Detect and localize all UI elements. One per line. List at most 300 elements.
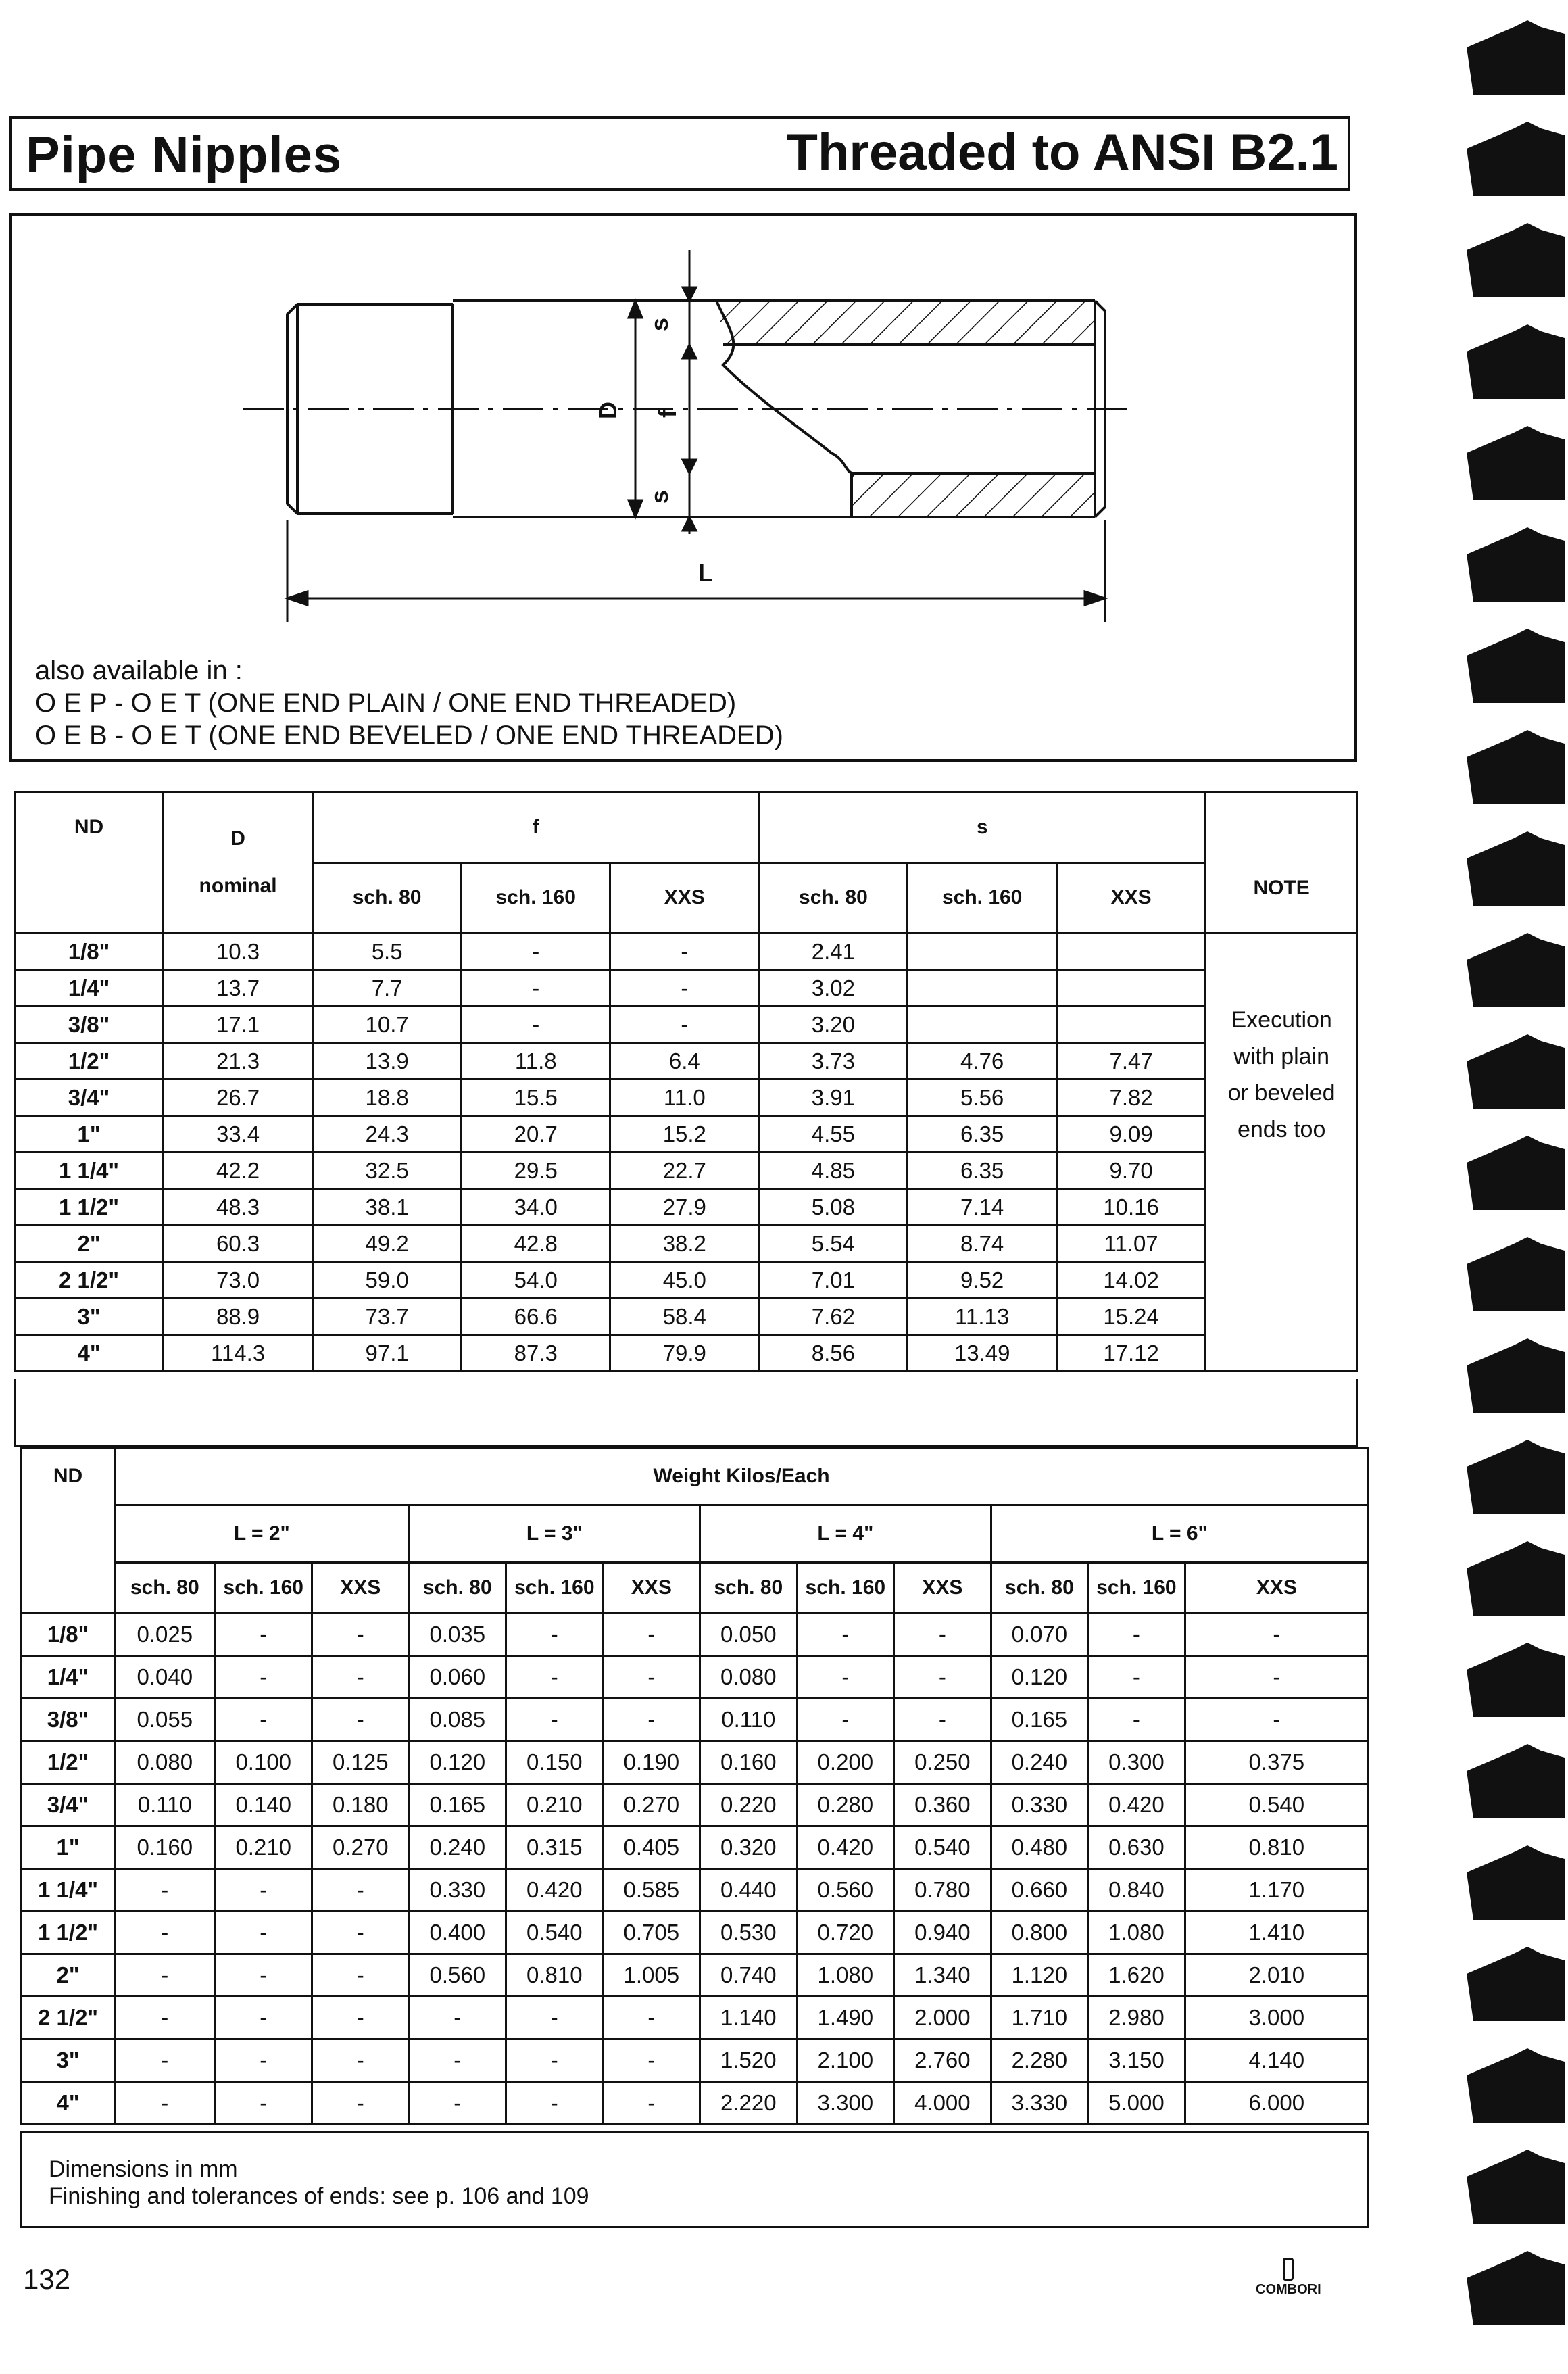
dimensions-cell: 8.74 (908, 1226, 1056, 1262)
label-f: f (654, 410, 681, 418)
binding-hole (1467, 527, 1565, 602)
dimensions-cell: 21.3 (164, 1043, 313, 1080)
weight-cell: - (312, 1869, 410, 1912)
weight-header-l3: L = 3" (409, 1505, 700, 1563)
weight-subheader-sch160: sch. 160 (506, 1563, 604, 1614)
dimensions-cell: 17.1 (164, 1007, 313, 1043)
dimensions-row (15, 970, 1358, 1007)
binding-hole (1467, 831, 1565, 906)
weight-row (22, 1656, 1369, 1699)
weight-row (22, 1954, 1369, 1997)
weight-cell: 0.540 (506, 1912, 604, 1954)
label-s-bottom: s (645, 489, 673, 504)
header-s-sch80: sch. 80 (759, 863, 908, 934)
weight-cell: - (506, 1614, 604, 1656)
weight-header-l4: L = 4" (700, 1505, 991, 1563)
brand-name: COMBORI (1256, 2282, 1321, 2297)
weight-cell: - (215, 1912, 312, 1954)
weight-cell: 0.440 (700, 1869, 798, 1912)
dimensions-cell: 2.41 (759, 934, 908, 970)
weight-cell: 0.120 (409, 1741, 506, 1784)
dimensions-cell: 8.56 (759, 1335, 908, 1372)
weight-cell: - (115, 1954, 215, 1997)
binding-hole (1467, 20, 1565, 95)
binding-hole (1467, 1237, 1565, 1311)
weight-cell: - (797, 1656, 894, 1699)
footnote-finishing: Finishing and tolerances of ends: see p. 106 and 109 (49, 2183, 589, 2209)
header-note: NOTE (1206, 792, 1358, 934)
weight-cell: 0.060 (409, 1656, 506, 1699)
dimensions-cell: 88.9 (164, 1299, 313, 1335)
dimensions-cell: 29.5 (462, 1153, 610, 1189)
dimensions-cell (908, 1007, 1056, 1043)
weight-cell: 0.240 (409, 1826, 506, 1869)
dimensions-cell: 11.8 (462, 1043, 610, 1080)
dimensions-cell: 20.7 (462, 1116, 610, 1153)
binding-hole (1467, 324, 1565, 399)
dimensions-cell-nd: 2" (15, 1226, 164, 1262)
weight-table (20, 1447, 1369, 2125)
weight-cell: 0.560 (797, 1869, 894, 1912)
weight-cell: 0.840 (1088, 1869, 1185, 1912)
weight-cell: 0.705 (603, 1912, 700, 1954)
page-title: Pipe Nipples (26, 126, 343, 184)
dimensions-row (15, 1007, 1358, 1043)
header-f-sch80: sch. 80 (313, 863, 462, 934)
dimensions-cell: 87.3 (462, 1335, 610, 1372)
weight-cell: 1.710 (991, 1997, 1088, 2039)
weight-row (22, 1912, 1369, 1954)
weight-cell: - (115, 1869, 215, 1912)
weight-cell: 5.000 (1088, 2082, 1185, 2125)
weight-cell: 0.360 (894, 1784, 991, 1826)
weight-cell: 0.055 (115, 1699, 215, 1741)
weight-cell-nd: 4" (22, 2082, 115, 2125)
dimensions-row (15, 1262, 1358, 1299)
weight-cell: 0.250 (894, 1741, 991, 1784)
weight-cell: - (506, 1656, 604, 1699)
weight-cell: 0.315 (506, 1826, 604, 1869)
weight-cell: - (506, 2082, 604, 2125)
footnote-units: Dimensions in mm (49, 2156, 238, 2182)
weight-cell: 0.110 (700, 1699, 798, 1741)
dimensions-cell: 4.76 (908, 1043, 1056, 1080)
binding-hole (1467, 1643, 1565, 1717)
weight-cell-nd: 1 1/2" (22, 1912, 115, 1954)
page-number: 132 (23, 2263, 71, 2295)
weight-cell: 0.720 (797, 1912, 894, 1954)
weight-cell: 6.000 (1185, 2082, 1368, 2125)
dimensions-cell: - (462, 934, 610, 970)
dimensions-cell: 3.73 (759, 1043, 908, 1080)
note-line: with plain (1233, 1044, 1330, 1069)
binding-hole (1467, 1744, 1565, 1818)
weight-cell: 1.120 (991, 1954, 1088, 1997)
weight-subheader-sch80: sch. 80 (991, 1563, 1088, 1614)
weight-cell: 0.035 (409, 1614, 506, 1656)
weight-cell: 0.180 (312, 1784, 410, 1826)
label-L: L (698, 559, 713, 587)
weight-row (22, 1826, 1369, 1869)
dimensions-cell: 79.9 (610, 1335, 759, 1372)
weight-cell: 0.210 (215, 1826, 312, 1869)
dimensions-cell: 15.2 (610, 1116, 759, 1153)
dimensions-cell: 34.0 (462, 1189, 610, 1226)
weight-cell: - (312, 2082, 410, 2125)
brand-mark-icon (1283, 2258, 1294, 2281)
weight-cell: - (312, 1997, 410, 2039)
weight-cell: 0.270 (603, 1784, 700, 1826)
weight-cell: 0.405 (603, 1826, 700, 1869)
dimensions-cell: 42.2 (164, 1153, 313, 1189)
weight-cell: 0.200 (797, 1741, 894, 1784)
weight-cell: 1.410 (1185, 1912, 1368, 1954)
weight-cell: 1.080 (797, 1954, 894, 1997)
dimensions-cell-nd: 3" (15, 1299, 164, 1335)
weight-cell-nd: 1/4" (22, 1656, 115, 1699)
note-cell (1206, 934, 1358, 1372)
weight-cell: 0.160 (700, 1741, 798, 1784)
weight-cell: 0.150 (506, 1741, 604, 1784)
dimensions-cell: - (610, 934, 759, 970)
dimensions-cell: 97.1 (313, 1335, 462, 1372)
dimensions-row (15, 1153, 1358, 1189)
binding-hole (1467, 1440, 1565, 1514)
weight-cell: 1.490 (797, 1997, 894, 2039)
weight-cell: 0.100 (215, 1741, 312, 1784)
weight-cell: 0.420 (797, 1826, 894, 1869)
weight-cell: - (215, 1869, 312, 1912)
weight-cell: 1.140 (700, 1997, 798, 2039)
weight-cell: 1.080 (1088, 1912, 1185, 1954)
dimensions-cell: 5.56 (908, 1080, 1056, 1116)
weight-cell: - (1185, 1699, 1368, 1741)
dimensions-cell: 10.7 (313, 1007, 462, 1043)
weight-cell: - (115, 1912, 215, 1954)
weight-row (22, 1869, 1369, 1912)
dimensions-cell: 11.0 (610, 1080, 759, 1116)
weight-cell: 0.270 (312, 1826, 410, 1869)
weight-cell: - (312, 1912, 410, 1954)
weight-header-l2: L = 2" (115, 1505, 409, 1563)
binding-hole (1467, 1034, 1565, 1109)
dimensions-cell: 114.3 (164, 1335, 313, 1372)
dimensions-cell-nd: 1/2" (15, 1043, 164, 1080)
weight-cell: 0.420 (506, 1869, 604, 1912)
weight-cell: - (603, 2039, 700, 2082)
weight-cell: 0.160 (115, 1826, 215, 1869)
weight-cell: 2.280 (991, 2039, 1088, 2082)
header-d-label: D (230, 827, 245, 850)
binding-hole (1467, 1541, 1565, 1616)
weight-cell-nd: 2 1/2" (22, 1997, 115, 2039)
weight-cell: - (409, 1997, 506, 2039)
dimensions-cell: 9.09 (1056, 1116, 1205, 1153)
weight-cell: 1.170 (1185, 1869, 1368, 1912)
dimensions-row (15, 1299, 1358, 1335)
weight-cell: 1.520 (700, 2039, 798, 2082)
dimensions-cell: 3.20 (759, 1007, 908, 1043)
weight-cell: - (506, 2039, 604, 2082)
dimensions-cell: 6.35 (908, 1116, 1056, 1153)
weight-cell: 2.980 (1088, 1997, 1185, 2039)
dimensions-cell: 14.02 (1056, 1262, 1205, 1299)
weight-row (22, 2039, 1369, 2082)
dimensions-cell: - (462, 970, 610, 1007)
note-line: Execution (1231, 1007, 1332, 1033)
dimensions-cell: 13.49 (908, 1335, 1056, 1372)
dimensions-cell (908, 934, 1056, 970)
binding-hole (1467, 1338, 1565, 1413)
dimensions-cell (1056, 1007, 1205, 1043)
weight-cell: - (894, 1699, 991, 1741)
weight-cell: - (215, 1954, 312, 1997)
weight-cell-nd: 1/8" (22, 1614, 115, 1656)
weight-cell-nd: 1 1/4" (22, 1869, 115, 1912)
weight-cell: 0.940 (894, 1912, 991, 1954)
weight-cell: - (603, 2082, 700, 2125)
dimensions-cell: 4.85 (759, 1153, 908, 1189)
weight-cell: - (797, 1614, 894, 1656)
weight-subheader-sch160: sch. 160 (215, 1563, 312, 1614)
binding-hole (1467, 223, 1565, 297)
weight-cell: 0.120 (991, 1656, 1088, 1699)
dimensions-cell: 38.1 (313, 1189, 462, 1226)
dimensions-cell: 54.0 (462, 1262, 610, 1299)
binding-hole (1467, 122, 1565, 196)
binding-hole (1467, 426, 1565, 500)
dimensions-cell: 73.7 (313, 1299, 462, 1335)
dimensions-row (15, 1080, 1358, 1116)
pipe-nipple-drawing (203, 237, 1149, 642)
weight-cell: 0.810 (1185, 1826, 1368, 1869)
weight-cell: 1.005 (603, 1954, 700, 1997)
dimensions-cell: 5.08 (759, 1189, 908, 1226)
weight-cell: 0.300 (1088, 1741, 1185, 1784)
weight-cell: 0.085 (409, 1699, 506, 1741)
dimensions-cell: 7.82 (1056, 1080, 1205, 1116)
weight-cell: - (1088, 1699, 1185, 1741)
weight-row (22, 1997, 1369, 2039)
dimensions-cell-nd: 1" (15, 1116, 164, 1153)
dimensions-cell: 17.12 (1056, 1335, 1205, 1372)
binding-hole (1467, 1947, 1565, 2021)
dimensions-cell: 48.3 (164, 1189, 313, 1226)
header-f-sch160: sch. 160 (462, 863, 610, 934)
dimensions-cell: 32.5 (313, 1153, 462, 1189)
weight-cell: 0.025 (115, 1614, 215, 1656)
weight-cell: - (894, 1656, 991, 1699)
dimensions-cell: 3.02 (759, 970, 908, 1007)
dimensions-cell-nd: 3/8" (15, 1007, 164, 1043)
weight-cell: 4.140 (1185, 2039, 1368, 2082)
dimensions-row (15, 934, 1358, 970)
available-option-oeb: O E B - O E T (ONE END BEVELED / ONE END THREADED) (35, 721, 783, 750)
dimensions-row (15, 1226, 1358, 1262)
binding-hole (1467, 2150, 1565, 2224)
weight-cell: 0.280 (797, 1784, 894, 1826)
weight-cell-nd: 2" (22, 1954, 115, 1997)
available-intro: also available in : (35, 656, 243, 685)
dimensions-cell: 11.13 (908, 1299, 1056, 1335)
dimensions-cell: 11.07 (1056, 1226, 1205, 1262)
weight-cell: 2.010 (1185, 1954, 1368, 1997)
dimensions-cell: 9.52 (908, 1262, 1056, 1299)
binding-hole (1467, 933, 1565, 1007)
weight-cell: 0.375 (1185, 1741, 1368, 1784)
weight-cell: - (115, 2039, 215, 2082)
dimensions-cell: 58.4 (610, 1299, 759, 1335)
dimensions-cell: 24.3 (313, 1116, 462, 1153)
weight-cell: 3.330 (991, 2082, 1088, 2125)
weight-cell: 0.070 (991, 1614, 1088, 1656)
dimensions-cell (908, 970, 1056, 1007)
weight-cell: - (603, 1997, 700, 2039)
available-option-oep: O E P - O E T (ONE END PLAIN / ONE END THREADED) (35, 688, 737, 718)
weight-cell: 1.620 (1088, 1954, 1185, 1997)
weight-cell: - (215, 1656, 312, 1699)
weight-cell: 0.540 (894, 1826, 991, 1869)
dimensions-cell: 7.47 (1056, 1043, 1205, 1080)
weight-cell: - (312, 1656, 410, 1699)
dimensions-cell: 7.62 (759, 1299, 908, 1335)
note-line: or beveled (1227, 1080, 1336, 1106)
dimensions-cell: 9.70 (1056, 1153, 1205, 1189)
weight-subheader-sch160: sch. 160 (1088, 1563, 1185, 1614)
weight-cell: 0.420 (1088, 1784, 1185, 1826)
weight-cell: - (603, 1656, 700, 1699)
weight-cell: - (894, 1614, 991, 1656)
weight-cell-nd: 3" (22, 2039, 115, 2082)
weight-cell-nd: 1" (22, 1826, 115, 1869)
weight-row (22, 1741, 1369, 1784)
dimensions-cell: 7.7 (313, 970, 462, 1007)
weight-cell: - (797, 1699, 894, 1741)
weight-cell: 0.330 (991, 1784, 1088, 1826)
header-s: s (759, 792, 1206, 863)
weight-cell: 0.080 (700, 1656, 798, 1699)
binding-hole (1467, 730, 1565, 804)
weight-cell: - (1185, 1656, 1368, 1699)
weight-row (22, 1784, 1369, 1826)
weight-cell: 0.240 (991, 1741, 1088, 1784)
weight-row (22, 2082, 1369, 2125)
weight-cell: 3.150 (1088, 2039, 1185, 2082)
dimensions-row (15, 1043, 1358, 1080)
dimensions-cell: 33.4 (164, 1116, 313, 1153)
weight-cell: - (1088, 1614, 1185, 1656)
weight-cell: 0.585 (603, 1869, 700, 1912)
weight-cell: 0.125 (312, 1741, 410, 1784)
dimensions-cell: 6.35 (908, 1153, 1056, 1189)
header-f-xxs: XXS (610, 863, 759, 934)
label-s-top: s (645, 317, 673, 331)
weight-cell: - (312, 1614, 410, 1656)
dimensions-cell: 15.5 (462, 1080, 610, 1116)
weight-cell: 0.110 (115, 1784, 215, 1826)
weight-cell: 0.560 (409, 1954, 506, 1997)
binding-hole (1467, 2048, 1565, 2123)
weight-cell: 0.800 (991, 1912, 1088, 1954)
dimensions-cell-nd: 2 1/2" (15, 1262, 164, 1299)
dimensions-cell: 66.6 (462, 1299, 610, 1335)
binding-marks (1453, 0, 1568, 2374)
weight-cell: - (215, 2082, 312, 2125)
dimensions-cell: 49.2 (313, 1226, 462, 1262)
dimensions-cell-nd: 1/8" (15, 934, 164, 970)
header-nd: ND (15, 792, 164, 934)
weight-cell: 0.190 (603, 1741, 700, 1784)
weight-subheader-sch160: sch. 160 (797, 1563, 894, 1614)
dimensions-cell-nd: 1 1/4" (15, 1153, 164, 1189)
weight-cell: 0.040 (115, 1656, 215, 1699)
weight-cell: - (603, 1614, 700, 1656)
weight-cell: - (215, 1997, 312, 2039)
dimensions-cell: 60.3 (164, 1226, 313, 1262)
weight-cell: 0.530 (700, 1912, 798, 1954)
brand-logo (1256, 2258, 1321, 2298)
weight-cell: 4.000 (894, 2082, 991, 2125)
weight-cell: 1.340 (894, 1954, 991, 1997)
weight-cell: 0.480 (991, 1826, 1088, 1869)
weight-header-l6: L = 6" (991, 1505, 1368, 1563)
dimensions-cell-nd: 3/4" (15, 1080, 164, 1116)
weight-cell: - (1088, 1656, 1185, 1699)
dimensions-cell: 5.5 (313, 934, 462, 970)
note-line: ends too (1237, 1117, 1326, 1142)
dimensions-cell: - (610, 1007, 759, 1043)
weight-cell: - (215, 1614, 312, 1656)
dimensions-table (14, 791, 1358, 1372)
weight-cell: - (115, 1997, 215, 2039)
weight-cell: 0.080 (115, 1741, 215, 1784)
weight-subheader-sch80: sch. 80 (700, 1563, 798, 1614)
dimensions-cell-nd: 1/4" (15, 970, 164, 1007)
dimensions-cell: 38.2 (610, 1226, 759, 1262)
weight-subheader-xxs: XXS (312, 1563, 410, 1614)
dimensions-cell: 7.14 (908, 1189, 1056, 1226)
binding-hole (1467, 629, 1565, 703)
weight-cell: - (215, 1699, 312, 1741)
standard-title: Threaded to ANSI B2.1 (786, 124, 1338, 181)
weight-row (22, 1699, 1369, 1741)
weight-cell: 2.100 (797, 2039, 894, 2082)
dimensions-cell: 26.7 (164, 1080, 313, 1116)
weight-cell: 0.210 (506, 1784, 604, 1826)
dimensions-row (15, 1335, 1358, 1372)
header-f: f (313, 792, 759, 863)
dimensions-cell: 15.24 (1056, 1299, 1205, 1335)
dimensions-cell: 13.7 (164, 970, 313, 1007)
table-gap (14, 1379, 1358, 1447)
dimensions-cell: 5.54 (759, 1226, 908, 1262)
dimensions-row (15, 1189, 1358, 1226)
weight-subheader-xxs: XXS (603, 1563, 700, 1614)
weight-subheader-xxs: XXS (1185, 1563, 1368, 1614)
weight-cell: - (506, 1699, 604, 1741)
weight-cell: 0.740 (700, 1954, 798, 1997)
weight-cell: - (312, 1954, 410, 1997)
weight-cell: 0.165 (409, 1784, 506, 1826)
header-s-xxs: XXS (1056, 863, 1205, 934)
dimensions-cell: 42.8 (462, 1226, 610, 1262)
label-D: D (594, 402, 622, 419)
weight-cell: - (409, 2039, 506, 2082)
dimensions-cell: 18.8 (313, 1080, 462, 1116)
weight-cell: 3.000 (1185, 1997, 1368, 2039)
weight-cell: 2.220 (700, 2082, 798, 2125)
weight-subheader-row (22, 1563, 1369, 1614)
